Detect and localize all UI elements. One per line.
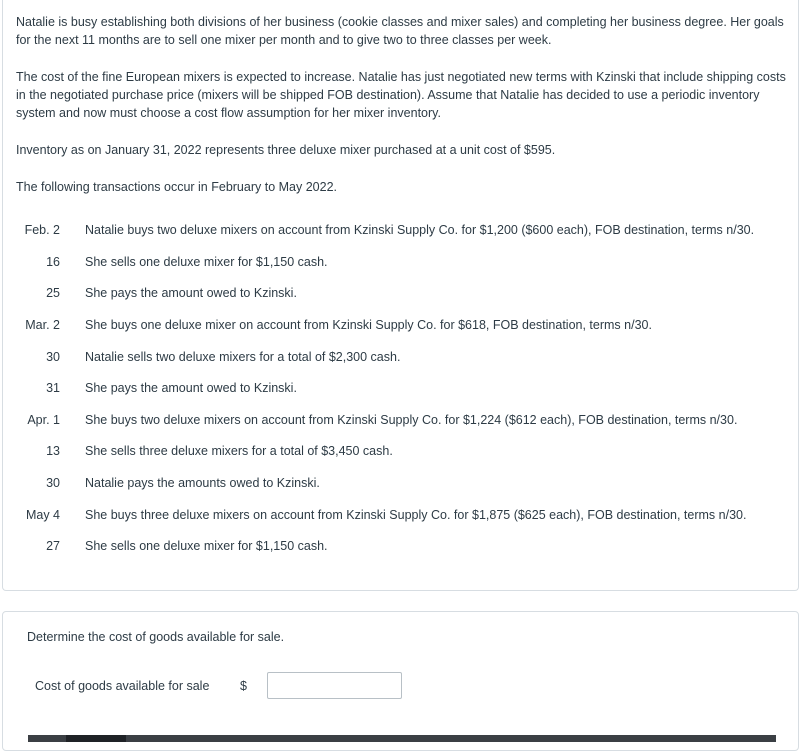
currency-symbol: $	[240, 679, 247, 693]
transaction-description: She buys two deluxe mixers on account from Kzinski Supply Co. for $1,224 ($612 each), FOB destination, terms n/30.	[85, 413, 738, 427]
question-prompt: Determine the cost of goods available for sale.	[27, 630, 285, 644]
bottom-scrollbar-thumb[interactable]	[66, 735, 126, 742]
transaction-row	[3, 537, 800, 555]
transaction-description: She buys one deluxe mixer on account from Kzinski Supply Co. for $618, FOB destination, terms n/30.	[85, 318, 652, 332]
intro-paragraph-4: The following transactions occur in February to May 2022.	[16, 180, 337, 194]
transaction-description: She pays the amount owed to Kzinski.	[85, 286, 297, 300]
transaction-row	[3, 474, 800, 492]
intro-paragraph-1: Natalie is busy establishing both divisions of her business (cookie classes and mixer sales) and completing her business degree. Her goals for the next 11 months are to sell one mixer per month and to give two to three classes per week.	[16, 15, 784, 47]
transaction-description: She buys three deluxe mixers on account from Kzinski Supply Co. for $1,875 ($625 each), FOB destination, terms n/30.	[85, 508, 747, 522]
transaction-date: 31	[46, 381, 60, 395]
transaction-date: 27	[46, 539, 60, 553]
transaction-date: 16	[46, 255, 60, 269]
transaction-description: She sells one deluxe mixer for $1,150 cash.	[85, 255, 328, 269]
transaction-date: 30	[46, 476, 60, 490]
transaction-row	[3, 411, 800, 429]
transaction-row	[3, 506, 800, 524]
problem-panel	[2, 0, 799, 591]
transaction-description: She sells one deluxe mixer for $1,150 cash.	[85, 539, 328, 553]
transaction-date: Feb. 2	[24, 223, 60, 237]
answer-label: Cost of goods available for sale	[35, 679, 210, 693]
transaction-row	[3, 316, 800, 334]
transaction-date: May 4	[25, 508, 60, 522]
transaction-date: 25	[46, 286, 60, 300]
transaction-row	[3, 348, 800, 366]
transaction-row	[3, 253, 800, 271]
transaction-row	[3, 379, 800, 397]
transaction-date: 13	[46, 444, 60, 458]
intro-paragraph-2: The cost of the fine European mixers is expected to increase. Natalie has just negotiated new terms with Kzinski that include shipping costs in the negotiated purchase price (mixers will be shipped FOB destination). Assume that Natalie has decided to use a periodic inventory system and now must choose a cost flow assumption for her mixer inventory.	[16, 70, 786, 120]
transaction-date: Apr. 1	[27, 413, 60, 427]
bottom-scrollbar[interactable]	[28, 735, 776, 742]
transaction-description: She pays the amount owed to Kzinski.	[85, 381, 297, 395]
question-panel	[2, 611, 799, 751]
transaction-row	[3, 221, 800, 239]
transaction-description: Natalie buys two deluxe mixers on account from Kzinski Supply Co. for $1,200 ($600 each), FOB destination, terms n/30.	[85, 223, 755, 237]
intro-paragraph-3: Inventory as on January 31, 2022 represents three deluxe mixer purchased at a unit cost of $595.	[16, 143, 556, 157]
cost-of-goods-available-input[interactable]	[267, 672, 402, 699]
transaction-date: 30	[46, 350, 60, 364]
transaction-description: Natalie sells two deluxe mixers for a total of $2,300 cash.	[85, 350, 401, 364]
transaction-row	[3, 284, 800, 302]
transaction-row	[3, 442, 800, 460]
transaction-date: Mar. 2	[25, 318, 60, 332]
transaction-description: Natalie pays the amounts owed to Kzinski.	[85, 476, 320, 490]
transaction-description: She sells three deluxe mixers for a total of $3,450 cash.	[85, 444, 393, 458]
